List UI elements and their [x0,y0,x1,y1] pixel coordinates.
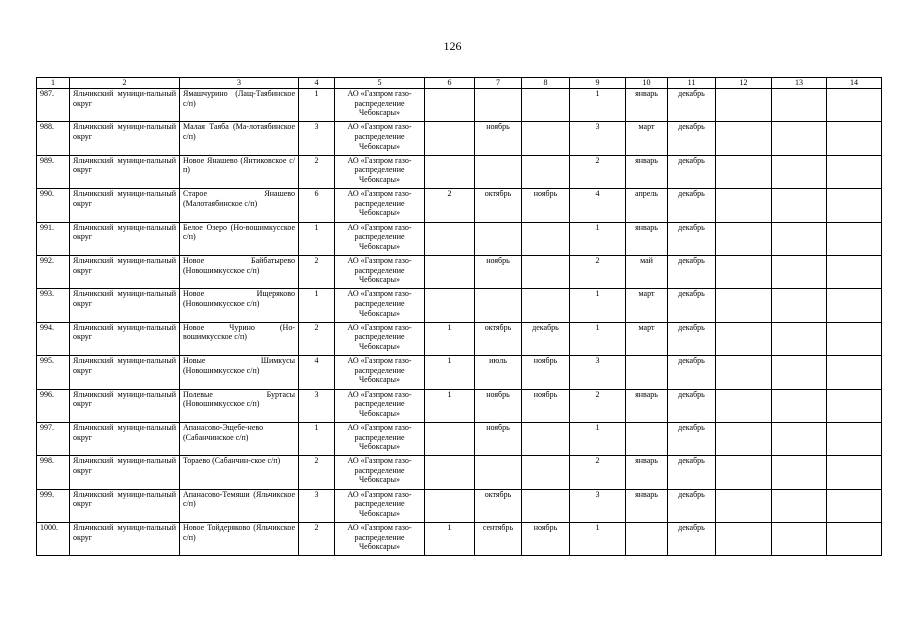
column-header: 5 [335,78,425,89]
col8-cell: декабрь [522,322,570,355]
col8-cell [522,422,570,455]
row-number: 1000. [37,523,70,556]
settlement-cell: Новое Байбатырево (Новошимкусское с/п) [180,255,299,288]
col10-cell: март [626,322,668,355]
empty-cell [716,222,772,255]
col6-cell [425,122,475,155]
empty-cell [827,489,882,522]
col10-cell: апрель [626,189,668,222]
col8-cell [522,89,570,122]
empty-cell [772,289,827,322]
empty-cell [772,356,827,389]
col8-cell [522,122,570,155]
district-cell: Яльчикский муници-пальный округ [70,155,180,188]
empty-cell [827,456,882,489]
count-cell: 3 [299,122,335,155]
empty-cell [716,356,772,389]
row-number: 991. [37,222,70,255]
column-header: 2 [70,78,180,89]
col11-cell: декабрь [668,322,716,355]
empty-cell [772,523,827,556]
count-cell: 1 [299,222,335,255]
col10-cell [626,356,668,389]
settlement-cell: Белое Озеро (Но-вошимкусское с/п) [180,222,299,255]
column-header: 8 [522,78,570,89]
table-row [37,356,882,389]
empty-cell [716,255,772,288]
count-cell: 2 [299,155,335,188]
col6-cell [425,89,475,122]
col9-cell: 1 [570,289,626,322]
count-cell: 2 [299,255,335,288]
district-cell: Яльчикский муници-пальный округ [70,255,180,288]
col7-cell [475,89,522,122]
col10-cell: январь [626,89,668,122]
col10-cell: май [626,255,668,288]
settlement-cell: Новое Тойдеряково (Яльчикское с/п) [180,523,299,556]
district-cell: Яльчикский муници-пальный округ [70,289,180,322]
col9-cell: 1 [570,523,626,556]
col9-cell: 2 [570,456,626,489]
col6-cell [425,489,475,522]
organization-cell: АО «Газпром газо-распределение Чебоксары» [335,155,425,188]
col7-cell [475,456,522,489]
col8-cell [522,222,570,255]
empty-cell [772,89,827,122]
table-row [37,489,882,522]
organization-cell: АО «Газпром газо-распределение Чебоксары» [335,322,425,355]
empty-cell [827,255,882,288]
count-cell: 3 [299,489,335,522]
empty-cell [716,456,772,489]
col9-cell: 3 [570,122,626,155]
col9-cell: 2 [570,155,626,188]
organization-cell: АО «Газпром газо-распределение Чебоксары» [335,389,425,422]
col7-cell: октябрь [475,322,522,355]
empty-cell [716,122,772,155]
page-number: 126 [443,39,462,53]
empty-cell [772,155,827,188]
col6-cell [425,456,475,489]
empty-cell [827,122,882,155]
col6-cell: 1 [425,523,475,556]
col11-cell: декабрь [668,155,716,188]
empty-cell [772,255,827,288]
district-cell: Яльчикский муници-пальный округ [70,222,180,255]
empty-cell [716,155,772,188]
col7-cell: ноябрь [475,389,522,422]
district-cell: Яльчикский муници-пальный округ [70,489,180,522]
col11-cell: декабрь [668,422,716,455]
organization-cell: АО «Газпром газо-распределение Чебоксары» [335,89,425,122]
settlement-cell: Тораево (Сабанчин-ское с/п) [180,456,299,489]
column-header: 7 [475,78,522,89]
table-row [37,89,882,122]
row-number: 993. [37,289,70,322]
organization-cell: АО «Газпром газо-распределение Чебоксары» [335,356,425,389]
col9-cell: 4 [570,189,626,222]
col11-cell: декабрь [668,489,716,522]
empty-cell [716,422,772,455]
column-header: 12 [716,78,772,89]
count-cell: 1 [299,422,335,455]
row-number: 988. [37,122,70,155]
col11-cell: декабрь [668,356,716,389]
empty-cell [772,456,827,489]
settlement-cell: Апанасово-Эщебе-нево (Сабанчинское с/п) [180,422,299,455]
empty-cell [827,322,882,355]
col8-cell [522,155,570,188]
col6-cell [425,289,475,322]
empty-cell [827,289,882,322]
empty-cell [716,289,772,322]
empty-cell [772,489,827,522]
column-header: 9 [570,78,626,89]
district-cell: Яльчикский муници-пальный округ [70,356,180,389]
table-row [37,289,882,322]
table-row [37,255,882,288]
empty-cell [827,222,882,255]
column-header: 6 [425,78,475,89]
row-number: 995. [37,356,70,389]
col9-cell: 2 [570,255,626,288]
row-number: 997. [37,422,70,455]
row-number: 990. [37,189,70,222]
district-cell: Яльчикский муници-пальный округ [70,189,180,222]
column-header: 1 [37,78,70,89]
col11-cell: декабрь [668,389,716,422]
table-row [37,222,882,255]
empty-cell [827,356,882,389]
column-header: 4 [299,78,335,89]
table-body [37,89,882,556]
organization-cell: АО «Газпром газо-распределение Чебоксары» [335,222,425,255]
settlement-cell: Ямашчурино (Лащ-Таябинское с/п) [180,89,299,122]
col9-cell: 1 [570,222,626,255]
col7-cell [475,289,522,322]
table-row [37,456,882,489]
col10-cell: январь [626,456,668,489]
col6-cell [425,255,475,288]
col7-cell: октябрь [475,189,522,222]
row-number: 992. [37,255,70,288]
district-cell: Яльчикский муници-пальный округ [70,389,180,422]
count-cell: 3 [299,389,335,422]
col11-cell: декабрь [668,89,716,122]
col9-cell: 1 [570,322,626,355]
col9-cell: 3 [570,356,626,389]
district-cell: Яльчикский муници-пальный округ [70,89,180,122]
col6-cell [425,155,475,188]
col7-cell: сентябрь [475,523,522,556]
count-cell: 1 [299,289,335,322]
settlement-cell: Новое Янашево (Янтиковское с/п) [180,155,299,188]
empty-cell [827,523,882,556]
settlement-cell: Малая Таяба (Ма-лотаябинское с/п) [180,122,299,155]
empty-cell [716,489,772,522]
col9-cell: 2 [570,389,626,422]
organization-cell: АО «Газпром газо-распределение Чебоксары» [335,289,425,322]
row-number: 989. [37,155,70,188]
col6-cell [425,422,475,455]
district-cell: Яльчикский муници-пальный округ [70,523,180,556]
empty-cell [716,322,772,355]
col7-cell: ноябрь [475,255,522,288]
organization-cell: АО «Газпром газо-распределение Чебоксары» [335,456,425,489]
row-number: 999. [37,489,70,522]
col9-cell: 1 [570,422,626,455]
empty-cell [716,89,772,122]
empty-cell [772,222,827,255]
row-number: 998. [37,456,70,489]
col10-cell: январь [626,155,668,188]
settlement-cell: Новые Шимкусы (Новошимкусское с/п) [180,356,299,389]
empty-cell [772,422,827,455]
col8-cell [522,289,570,322]
col7-cell: октябрь [475,489,522,522]
col11-cell: декабрь [668,289,716,322]
table-row [37,122,882,155]
col8-cell: ноябрь [522,389,570,422]
col7-cell [475,155,522,188]
table-row [37,422,882,455]
row-number: 987. [37,89,70,122]
district-cell: Яльчикский муници-пальный округ [70,422,180,455]
empty-cell [827,422,882,455]
col10-cell: март [626,122,668,155]
col10-cell: январь [626,389,668,422]
col8-cell [522,456,570,489]
col7-cell [475,222,522,255]
empty-cell [827,89,882,122]
settlement-cell: Новое Ищеряково (Новошимкусское с/п) [180,289,299,322]
col6-cell: 1 [425,389,475,422]
empty-cell [827,189,882,222]
empty-cell [772,389,827,422]
col7-cell: ноябрь [475,122,522,155]
col6-cell [425,222,475,255]
settlement-cell: Апанасово-Темяши (Яльчикское с/п) [180,489,299,522]
gas-distribution-table [36,77,882,556]
col10-cell [626,523,668,556]
col6-cell: 1 [425,356,475,389]
organization-cell: АО «Газпром газо-распределение Чебоксары» [335,189,425,222]
table-row [37,389,882,422]
district-cell: Яльчикский муници-пальный округ [70,122,180,155]
row-number: 994. [37,322,70,355]
col7-cell: ноябрь [475,422,522,455]
column-header: 13 [772,78,827,89]
empty-cell [716,389,772,422]
empty-cell [827,389,882,422]
settlement-cell: Полевые Буртасы (Новошимкусское с/п) [180,389,299,422]
col8-cell: ноябрь [522,189,570,222]
settlement-cell: Новое Чурино (Но-вошимкусское с/п) [180,322,299,355]
col10-cell [626,422,668,455]
empty-cell [772,322,827,355]
col6-cell: 1 [425,322,475,355]
col6-cell: 2 [425,189,475,222]
col9-cell: 1 [570,89,626,122]
organization-cell: АО «Газпром газо-распределение Чебоксары» [335,122,425,155]
col7-cell: июль [475,356,522,389]
col8-cell [522,255,570,288]
organization-cell: АО «Газпром газо-распределение Чебоксары» [335,523,425,556]
col11-cell: декабрь [668,456,716,489]
col10-cell: январь [626,489,668,522]
organization-cell: АО «Газпром газо-распределение Чебоксары» [335,489,425,522]
col11-cell: декабрь [668,189,716,222]
col8-cell: ноябрь [522,523,570,556]
table-row [37,322,882,355]
empty-cell [716,523,772,556]
row-number: 996. [37,389,70,422]
col11-cell: декабрь [668,122,716,155]
organization-cell: АО «Газпром газо-распределение Чебоксары» [335,422,425,455]
col11-cell: декабрь [668,523,716,556]
district-cell: Яльчикский муници-пальный округ [70,456,180,489]
empty-cell [827,155,882,188]
district-cell: Яльчикский муници-пальный округ [70,322,180,355]
col10-cell: март [626,289,668,322]
settlement-cell: Старое Янашево (Малотаябинское с/п) [180,189,299,222]
column-header: 14 [827,78,882,89]
count-cell: 2 [299,523,335,556]
empty-cell [772,122,827,155]
table-row [37,189,882,222]
table-row [37,155,882,188]
col9-cell: 3 [570,489,626,522]
column-header: 11 [668,78,716,89]
col8-cell [522,489,570,522]
count-cell: 2 [299,322,335,355]
count-cell: 2 [299,456,335,489]
empty-cell [716,189,772,222]
column-header: 3 [180,78,299,89]
count-cell: 6 [299,189,335,222]
count-cell: 4 [299,356,335,389]
table-row [37,523,882,556]
col11-cell: декабрь [668,255,716,288]
count-cell: 1 [299,89,335,122]
col10-cell: январь [626,222,668,255]
col8-cell: ноябрь [522,356,570,389]
column-header: 10 [626,78,668,89]
organization-cell: АО «Газпром газо-распределение Чебоксары» [335,255,425,288]
empty-cell [772,189,827,222]
column-number-row [37,78,882,89]
col11-cell: декабрь [668,222,716,255]
